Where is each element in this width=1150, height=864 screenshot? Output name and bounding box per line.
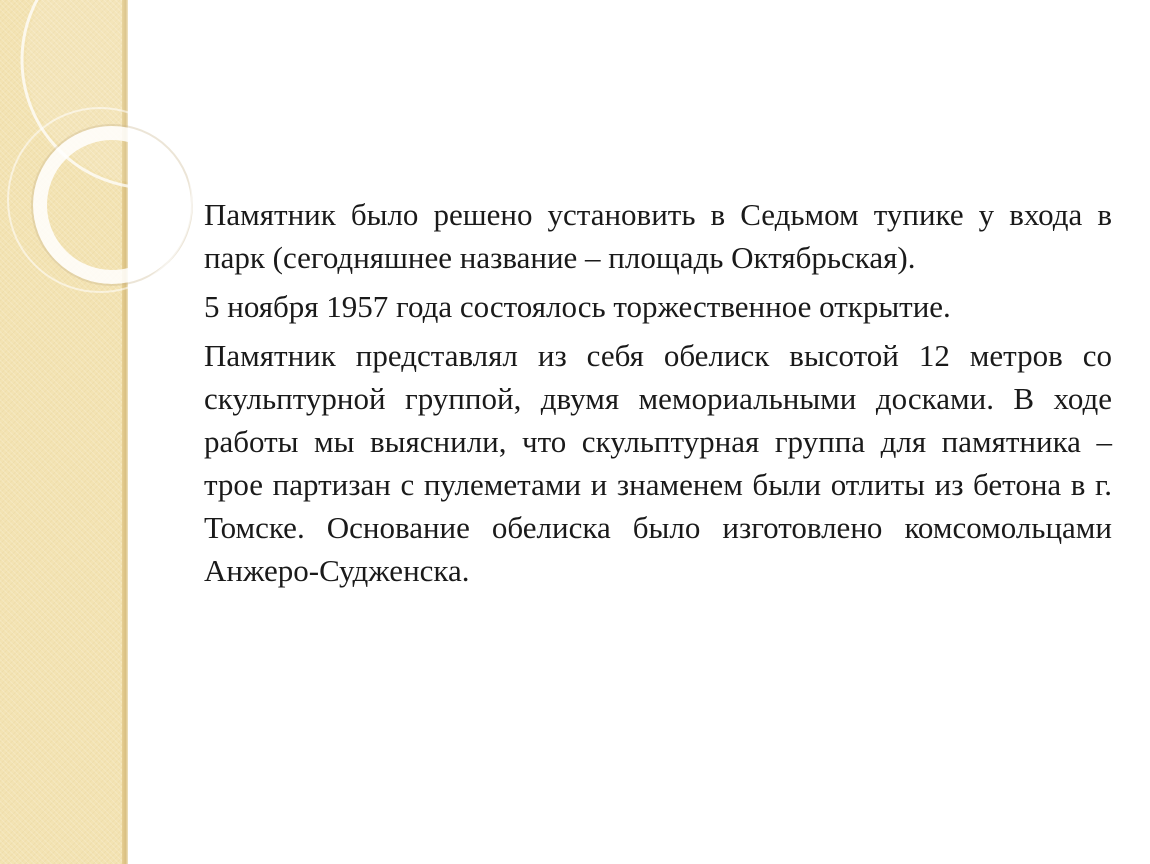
paragraph-location: Памятник было решено установить в Седьмом тупике у входа в парк (сегодняшнее название – площадь Октябрьская).: [204, 197, 1112, 275]
side-band-edge: [122, 0, 128, 864]
slide-body-text: [204, 193, 1112, 598]
paragraph-monument-description: Памятник представлял из себя обелиск высотой 12 метров со скульптурной группой, двумя мемориальными досками. В ходе работы мы выяснили, что скульптурная группа для памятника – трое партизан с пулеметами и знаменем были отлиты из бетона в г. Томске. Основание обелиска было изготовлено комсомольцами Анжеро-Судженска.: [204, 338, 1112, 588]
decorative-side-band: [0, 0, 122, 864]
paragraph-opening-date: 5 ноября 1957 года состоялось торжественное открытие.: [204, 289, 951, 324]
